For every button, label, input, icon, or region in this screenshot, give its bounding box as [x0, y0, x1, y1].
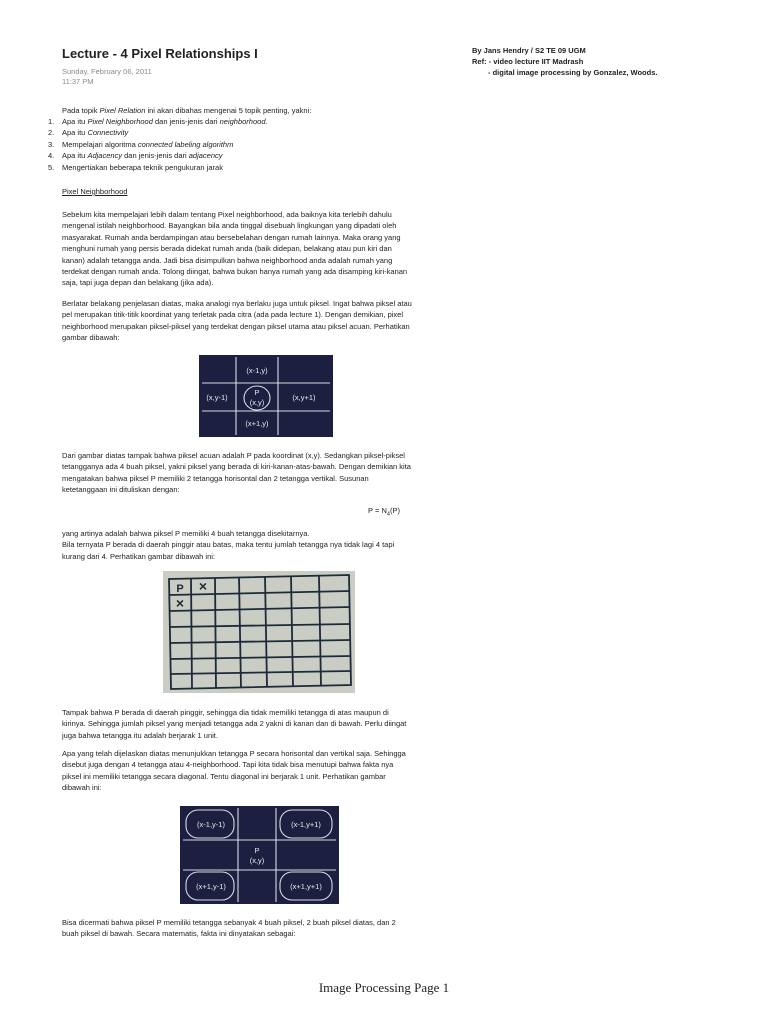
text-line: neighborhood merupakan piksel-piksel yang terdekat dengan piksel utama atau piksel acuan. Perhatikan: [62, 321, 410, 331]
ref-author: By Jans Hendry / S2 TE 09 UGM: [472, 46, 586, 55]
text-line: dibawah ini:: [62, 783, 102, 793]
paragraph-7: [62, 917, 396, 940]
ref-line-1: Ref: - video lecture IIT Madrash: [472, 57, 584, 66]
text-line: gambar dibawah:: [62, 333, 120, 343]
topic-em: adjacency: [188, 151, 223, 161]
text-line: yang artinya adalah bahwa piksel P memiliki 4 buah tetangga disekitarnya.: [62, 529, 310, 538]
time-text: 11:37 PM: [62, 77, 94, 86]
center-p-label: P: [254, 846, 260, 855]
topic-em: connected labeling algorithm: [137, 139, 234, 149]
topic-number: 4.: [48, 151, 55, 161]
intro-em: Pixel Relation: [99, 106, 146, 115]
text-line: piksel ini memiliki tetangga secara diagonal. Tentu diagonal ini berjarak 1 unit. Perhatikan gambar: [62, 771, 386, 781]
intro-pre: Pada topik: [62, 106, 100, 115]
paragraph-3: [62, 450, 411, 496]
figure-border-grid: [163, 571, 355, 693]
right-neighbor-mark: ×: [198, 578, 208, 594]
page-date: [62, 67, 152, 87]
text-line: ketetanggaan ini dituliskan dengan:: [62, 485, 180, 495]
text-line: mengatakan bahwa piksel P memiliki 2 tetangga horisontal dan 2 tetangga vertikal. Susunan: [62, 473, 369, 483]
section-heading: Pixel Neighborhood: [62, 187, 128, 196]
paragraph-5: [62, 707, 406, 741]
page-title: Lecture - 4 Pixel Relationships I: [62, 46, 258, 61]
bottom-neighbor-mark: ×: [175, 595, 185, 611]
neighbor-right-label: (x,y+1): [292, 393, 316, 402]
topic-text: Mengertiakan beberapa teknik pengukuran jarak: [62, 162, 223, 172]
figure-diagonal-neighborhood: [180, 806, 339, 904]
topic-text: Apa itu: [62, 128, 88, 138]
topic-em: neighborhood.: [219, 117, 268, 126]
text-line: Sebelum kita mempelajari lebih dalam tentang Pixel neighborhood, ada baiknya kita terlebih dahulu: [62, 210, 392, 219]
topic-item: [48, 116, 268, 127]
formula-text: P = N: [368, 506, 387, 515]
text-line: Bila ternyata P berada di daerah pinggir atau batas, maka tentu jumlah tetangga nya tidak lagi 4 tapi: [62, 540, 395, 550]
border-p-label: P: [176, 583, 184, 595]
ref-line-2: - digital image processing by Gonzalez, Woods.: [488, 68, 658, 77]
paragraph-6: [62, 748, 406, 794]
formula-subscript: 4: [386, 511, 390, 518]
text-line: kanan) adalah tetangga anda. Jadi bisa disimpulkan bahwa neighborhood anda adalah rumah yang: [62, 255, 393, 265]
topic-text: Apa itu: [62, 117, 88, 126]
topic-item: [48, 127, 268, 138]
text-line: juga bahwa tetangga itu adalah berjarak 1 unit.: [62, 730, 218, 740]
neighbor-bottom-label: (x+1,y): [245, 419, 269, 428]
formula-n4: [0, 505, 768, 521]
diag-bottom-right-label: (x+1,y+1): [290, 882, 322, 891]
intro-post: ini akan dibahas mengenai 5 topik penting, yakni:: [145, 106, 312, 115]
text-line: terdekat dengan rumah anda. Tolong diingat, bahwa bukan hanya rumah yang ada disamping kiri-kanan: [62, 267, 408, 277]
formula-text: (P): [389, 506, 400, 515]
center-p-label: P: [254, 388, 260, 397]
neighbor-top-label: (x-1,y): [246, 366, 268, 375]
topic-text: dan jenis-jenis dari: [122, 151, 189, 161]
text-line: menghuni rumah yang persis berada didekat rumah anda (baik didepan, belakang atau pun kiri dan: [62, 244, 392, 254]
topic-em: Adjacency: [87, 151, 123, 161]
text-line: saja, tapi juga depan dan belakang (jika ada).: [62, 278, 214, 288]
text-line: pel merupakan titik-titik koordinat yang terletak pada citra (ada pada lecture 1). Dengan demikian, pixel: [62, 310, 404, 320]
topic-item: [48, 162, 268, 173]
topic-list: [48, 116, 268, 173]
intro-paragraph: [62, 105, 311, 116]
topic-number: 5.: [48, 162, 55, 172]
reference-block: [472, 45, 657, 78]
date-text: Sunday, February 06, 2011: [62, 67, 152, 76]
center-xy-label: (x,y): [249, 398, 265, 407]
text-line: Bisa dicermati bahwa piksel P memiliki tetangga sebanyak 4 buah piksel, 2 buah piksel diatas, dan 2: [62, 918, 396, 927]
text-line: kurang dari 4. Perhatikan gambar dibawah ini:: [62, 551, 216, 561]
topic-em: Connectivity: [87, 128, 129, 138]
text-line: buah piksel di bawah. Secara matematis, fakta ini dinyatakan sebagai:: [62, 929, 296, 939]
page-footer: Image Processing Page 1: [318, 980, 450, 995]
topic-text: Mempelajari algoritma: [62, 139, 138, 149]
topic-item: [48, 150, 268, 161]
text-line: Tampak bahwa P berada di daerah pinggir, sehingga dia tidak memiliki tetangga di atas maupun di: [62, 708, 389, 717]
figure-4-neighborhood: [199, 355, 333, 437]
text-line: masyarakat. Rumah anda berdampingan atau bersebelahan dengan rumah lainnya. Maka orang yang: [62, 232, 401, 242]
topic-number: 1.: [48, 117, 55, 126]
text-line: disebut juga dengan 4 tetangga atau 4-neighborhood. Tapi kita tidak bisa menutupi bahwa fakta nya: [62, 760, 394, 770]
text-line: mengenal istilah neighborhood. Bayangkan bila anda tinggal disebuah lingkungan yang dipadati oleh: [62, 221, 397, 231]
diag-top-left-label: (x-1,y-1): [197, 820, 225, 829]
text-line: Apa yang telah dijelaskan diatas menunjukkan tetangga P secara horisontal dan vertikal saja. Sehingga: [62, 749, 406, 758]
diag-top-right-label: (x-1,y+1): [291, 820, 321, 829]
paragraph-1: [62, 209, 407, 289]
diag-bottom-left-label: (x+1,y-1): [196, 882, 226, 891]
text-line: tetangganya ada 4 buah piksel, yakni piksel yang berada di kiri-kanan-atas-bawah. Dengan demikian kita: [62, 462, 411, 472]
text-line: Dari gambar diatas tampak bahwa piksel acuan adalah P pada koordinat (x,y). Sedangkan piksel-piksel: [62, 451, 405, 460]
text-line: Berlatar belakang penjelasan diatas, maka analogi nya berlaku juga untuk piksel. Ingat bahwa piksel atau: [62, 299, 412, 308]
topic-number: 3.: [48, 139, 55, 149]
paragraph-2: [62, 298, 412, 344]
neighbor-left-label: (x,y-1): [206, 393, 228, 402]
topic-em: Pixel Neighborhood: [87, 117, 153, 126]
text-line: kirinya. Sehingga jumlah piksel yang menjadi tetangga ada 2 yakni di kanan dan di bawah. Perlu diingat: [62, 719, 407, 729]
topic-text: Apa itu: [62, 151, 88, 161]
topic-item: [48, 139, 268, 150]
paragraph-4: [62, 528, 394, 562]
topic-text: dan jenis-jenis dari: [152, 117, 220, 126]
topic-number: 2.: [48, 128, 55, 138]
center-xy-label: (x,y): [249, 856, 265, 865]
